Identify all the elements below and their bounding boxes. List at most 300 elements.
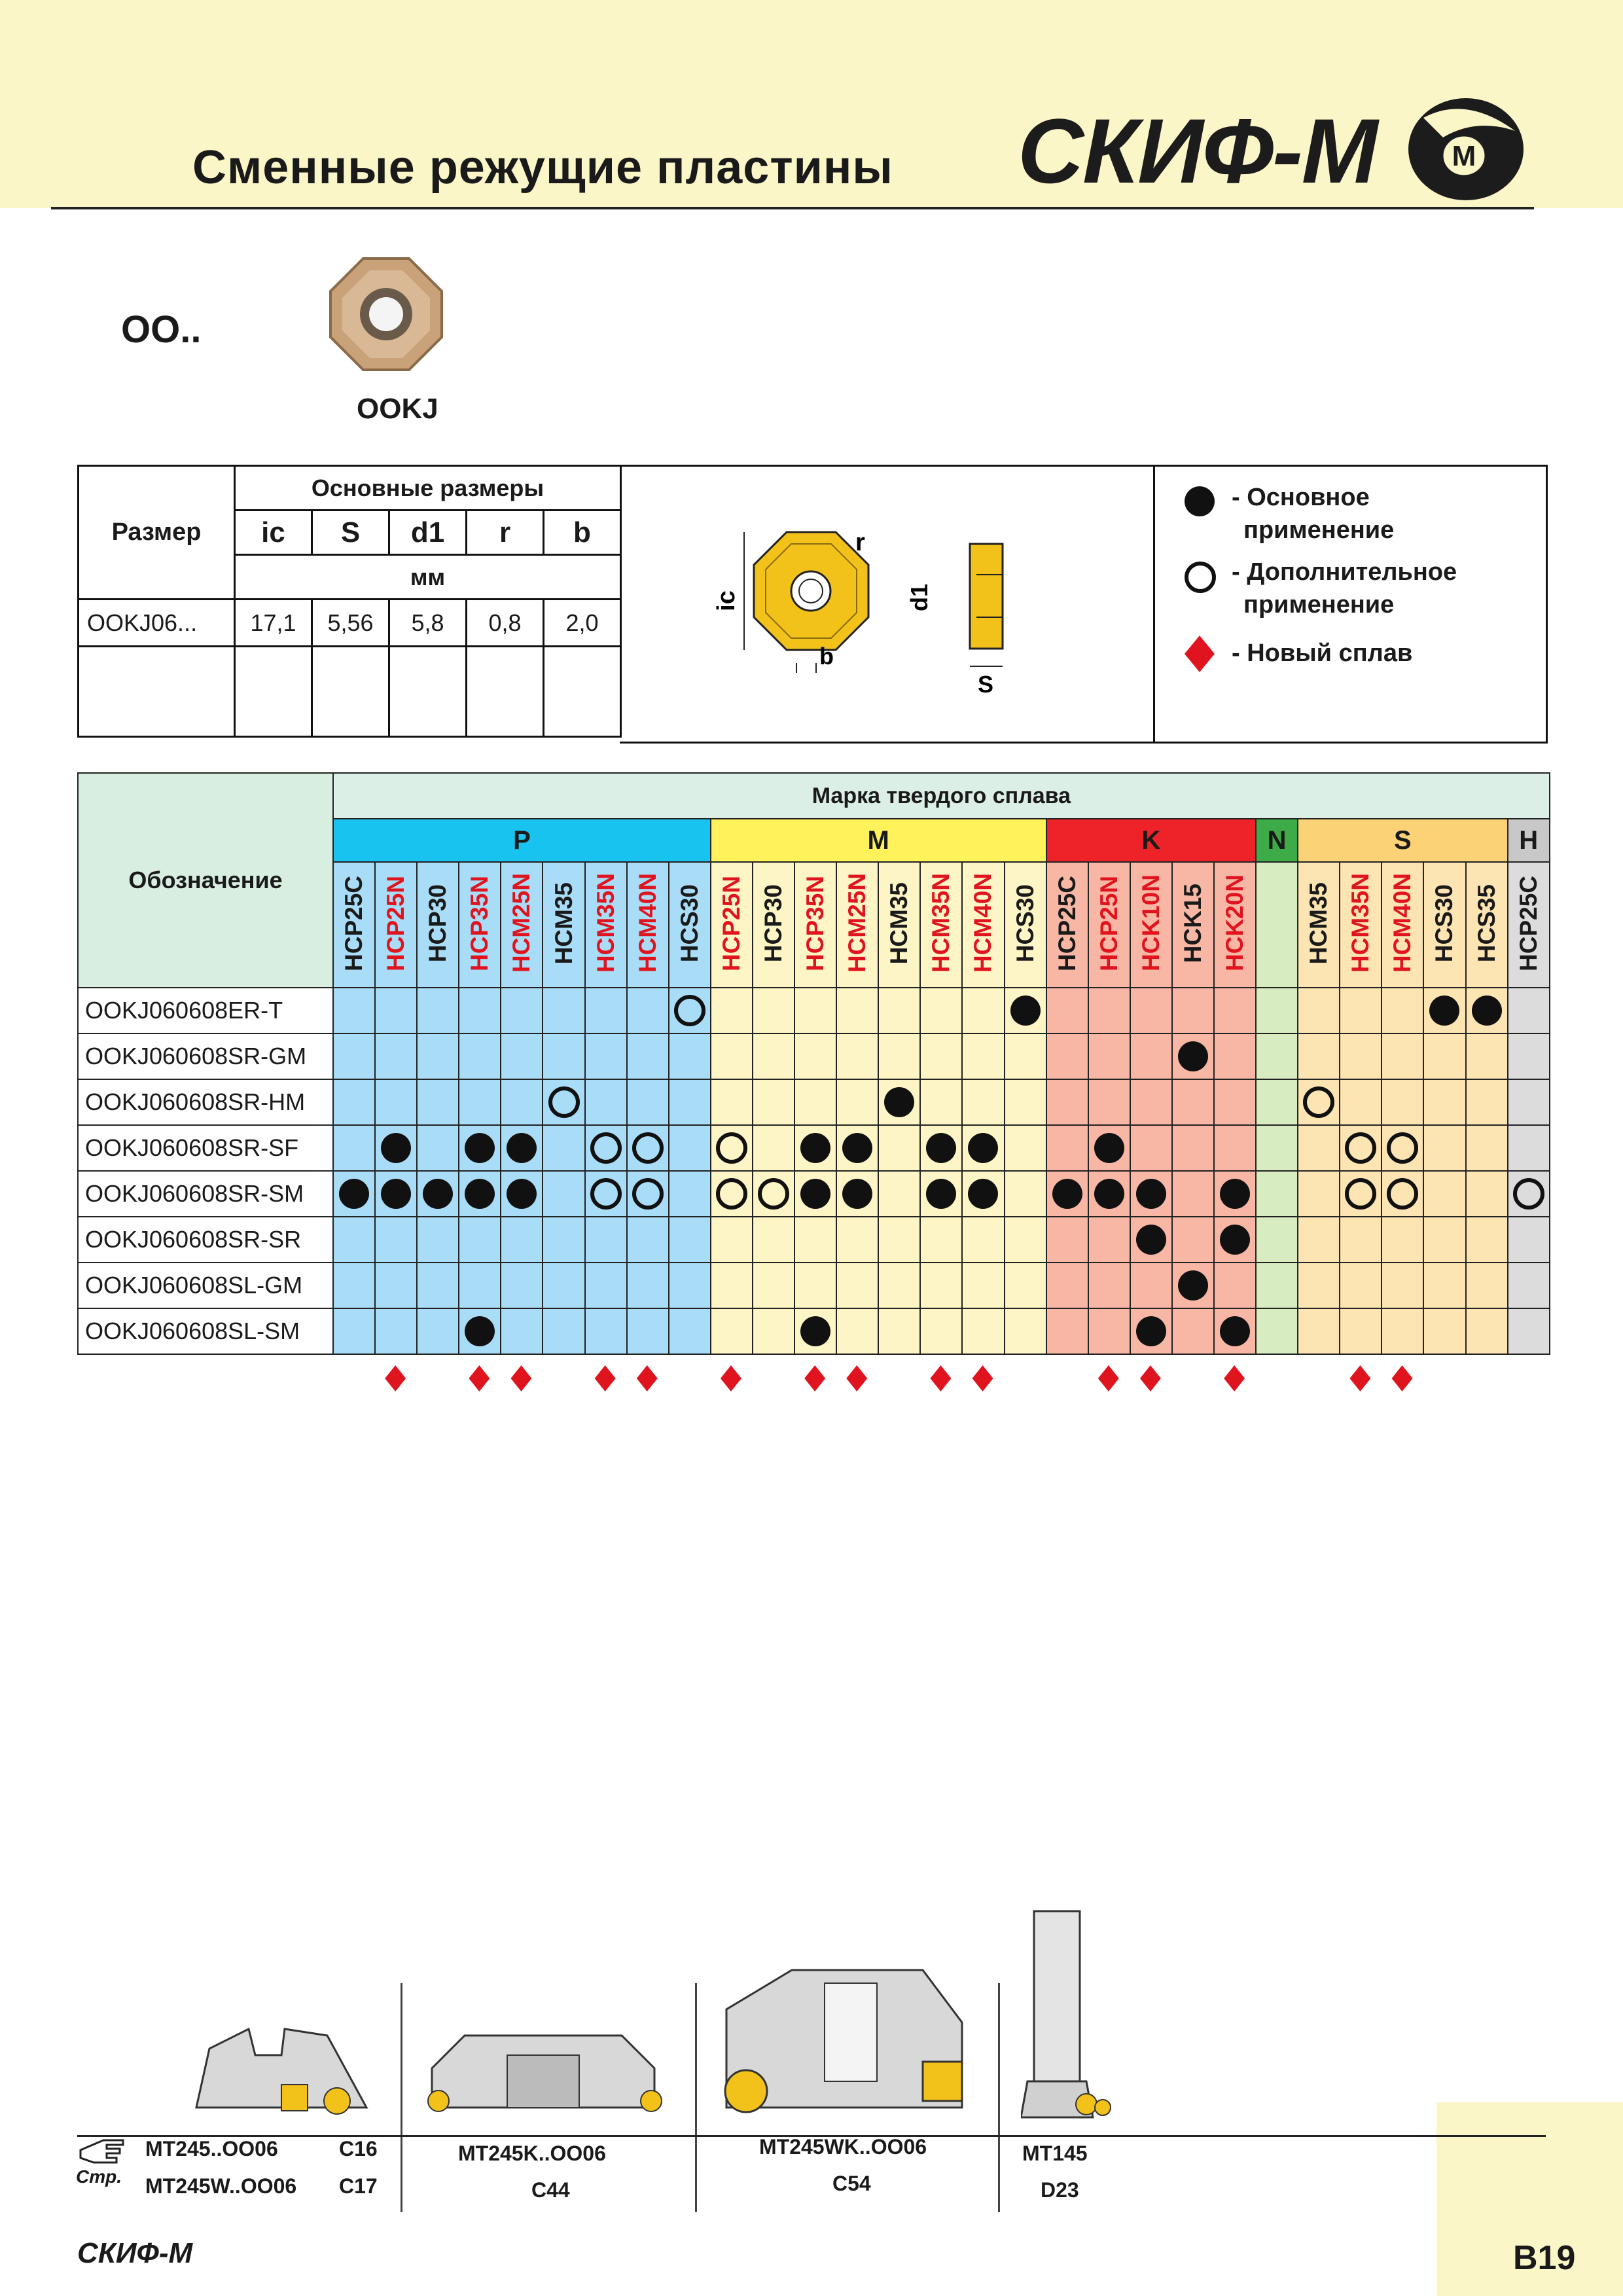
- grade-cell: [459, 1308, 501, 1354]
- grade-cell: [962, 1308, 1004, 1354]
- grade-cell: [543, 1263, 584, 1308]
- grade-cell: [920, 1308, 962, 1354]
- grade-cell: [1382, 1079, 1423, 1125]
- tool-mt245k-icon: [419, 2016, 668, 2124]
- grade-cell: [333, 1308, 375, 1354]
- new-grade-markers: [77, 1360, 1546, 1399]
- grade-cell: [585, 1125, 627, 1171]
- grade-column-header: [1382, 862, 1423, 988]
- grade-cell: [753, 1033, 794, 1079]
- tool-page-ref[interactable]: D23: [1041, 2178, 1079, 2202]
- grade-column-header: [1256, 862, 1298, 988]
- grade-column-header: [794, 862, 836, 988]
- grade-cell: [459, 1171, 501, 1217]
- grade-cell: [1298, 1079, 1340, 1125]
- grade-column-header: [1130, 862, 1172, 988]
- secondary-ring-icon: [1345, 1132, 1376, 1164]
- grade-cell: [501, 1217, 543, 1263]
- grade-cell: [920, 1217, 962, 1263]
- grade-cell: [333, 1079, 375, 1125]
- secondary-ring-icon: [590, 1178, 622, 1210]
- grade-cell: [459, 1079, 501, 1125]
- dim-value: 5,8: [389, 600, 467, 647]
- table-row: [78, 1171, 1550, 1217]
- grade-cell: [1046, 1308, 1088, 1354]
- grade-cell: [1214, 1217, 1256, 1263]
- grade-column-header: [753, 862, 794, 988]
- grade-column-header: [1340, 862, 1382, 988]
- grade-cell: [375, 1079, 417, 1125]
- grade-cell: [1130, 1033, 1172, 1079]
- grade-cell: [585, 1217, 627, 1263]
- tool-page-ref[interactable]: C17: [339, 2174, 378, 2198]
- primary-dot-icon: [507, 1133, 537, 1163]
- grade-cell: [711, 988, 753, 1033]
- grade-name: HCM25N: [508, 873, 535, 973]
- grade-column-header: [1046, 862, 1088, 988]
- grade-cell: [1298, 1033, 1340, 1079]
- tool-page-ref[interactable]: C44: [531, 2178, 570, 2202]
- dim-value: 2,0: [544, 600, 621, 647]
- row-designation: OOKJ060608SR-SR: [78, 1217, 333, 1263]
- grade-cell: [1382, 1125, 1423, 1171]
- grade-cell: [585, 1171, 627, 1217]
- grade-cell: [753, 1217, 794, 1263]
- grade-cell: [794, 1217, 836, 1263]
- grade-cell: [585, 1308, 627, 1354]
- grade-cell: [794, 1308, 836, 1354]
- grade-column-header: [543, 862, 584, 988]
- tool-divider: [401, 1983, 402, 2212]
- grade-cell: [711, 1171, 753, 1217]
- grade-cell: [1130, 1263, 1172, 1308]
- tool-divider: [695, 1983, 697, 2212]
- svg-text:b: b: [819, 643, 834, 670]
- primary-dot-icon: [926, 1179, 956, 1209]
- footer-brand: СКИФ-М: [77, 2237, 193, 2269]
- primary-dot-icon: [968, 1133, 998, 1163]
- grade-cell: [753, 1079, 794, 1125]
- grade-cell: [1130, 1308, 1172, 1354]
- dim-empty: [389, 647, 467, 737]
- page-title: Сменные режущие пластины: [192, 141, 893, 194]
- grade-column-header: [1172, 862, 1214, 988]
- primary-dot-icon: [381, 1133, 411, 1163]
- size-header: Размер: [79, 466, 235, 600]
- grade-cell: [1214, 1263, 1256, 1308]
- tool-name: MT245W..OO06: [145, 2174, 297, 2198]
- dim-empty: [467, 647, 544, 737]
- grade-column-header: [1298, 862, 1340, 988]
- grade-cell: [1005, 1171, 1046, 1217]
- grade-cell: [627, 1263, 669, 1308]
- grade-cell: [920, 1033, 962, 1079]
- primary-dot-icon: [800, 1316, 830, 1346]
- primary-dot-icon: [968, 1179, 998, 1209]
- header-rule: [51, 207, 1534, 209]
- grade-cell: [836, 1263, 878, 1308]
- secondary-ring-icon: [632, 1178, 664, 1210]
- grade-cell: [1298, 1308, 1340, 1354]
- tool-mt245-icon: [170, 2009, 393, 2124]
- primary-dot-icon: [1094, 1179, 1124, 1209]
- grade-column-header: [459, 862, 501, 988]
- new-grade-diamond-icon: [1140, 1365, 1161, 1391]
- grade-column-header: [1466, 862, 1508, 988]
- grade-cell: [585, 988, 627, 1033]
- brand-logo: [1018, 92, 1541, 206]
- primary-dot-icon: [381, 1179, 411, 1209]
- secondary-ring-icon: [1387, 1132, 1418, 1164]
- grade-cell: [1423, 1217, 1465, 1263]
- grade-cell: [1130, 1125, 1172, 1171]
- grade-cell: [1214, 1171, 1256, 1217]
- tool-page-ref[interactable]: C16: [339, 2137, 378, 2161]
- grade-column-header: [878, 862, 920, 988]
- grade-name: HCK15: [1179, 883, 1206, 963]
- grade-cell: [1256, 1308, 1298, 1354]
- svg-text:r: r: [855, 529, 865, 556]
- grade-column-header: [627, 862, 669, 988]
- grade-cell: [1172, 1033, 1214, 1079]
- primary-dot-icon: [1185, 486, 1215, 516]
- tool-mt145-icon: [1021, 1908, 1126, 2124]
- grade-cell: [1340, 1171, 1382, 1217]
- grade-name: HCS35: [1472, 884, 1500, 963]
- grade-cell: [1046, 1033, 1088, 1079]
- grade-cell: [1046, 988, 1088, 1033]
- grade-column-header: [585, 862, 627, 988]
- grade-cell: [1005, 1263, 1046, 1308]
- grade-cell: [1466, 1217, 1508, 1263]
- grade-cell: [1466, 1171, 1508, 1217]
- primary-dot-icon: [1094, 1133, 1124, 1163]
- unit-label: мм: [235, 555, 621, 600]
- grade-cell: [375, 988, 417, 1033]
- group-header-s: S: [1298, 819, 1507, 862]
- dim-empty: [544, 647, 621, 737]
- grade-name: HCK20N: [1221, 874, 1249, 972]
- grade-cell: [836, 1079, 878, 1125]
- grade-column-header: [1088, 862, 1130, 988]
- tool-name: MT245..OO06: [145, 2137, 278, 2161]
- grade-cell: [1005, 1033, 1046, 1079]
- grade-cell: [1088, 1171, 1130, 1217]
- new-grade-diamond-icon: [595, 1365, 616, 1391]
- dim-col-r: r: [467, 511, 544, 555]
- grade-cell: [962, 1079, 1004, 1125]
- grade-cell: [501, 1308, 543, 1354]
- legend-secondary-1: - Дополнительное: [1232, 558, 1457, 586]
- grade-cell: [1466, 1033, 1508, 1079]
- grade-cell: [1046, 1079, 1088, 1125]
- grade-cell: [1382, 1033, 1423, 1079]
- grade-cell: [501, 1171, 543, 1217]
- primary-dot-icon: [465, 1179, 495, 1209]
- grade-name: HCP25N: [382, 875, 410, 971]
- dim-col-s: S: [312, 511, 389, 555]
- grade-cell: [1423, 1079, 1465, 1125]
- grade-cell: [543, 988, 584, 1033]
- grade-cell: [543, 1079, 584, 1125]
- grade-cell: [962, 1033, 1004, 1079]
- row-designation: OOKJ060608SR-HM: [78, 1079, 333, 1125]
- designation-header: Обозначение: [78, 773, 333, 988]
- grade-cell: [417, 988, 459, 1033]
- primary-dot-icon: [800, 1179, 830, 1209]
- grade-cell: [836, 1033, 878, 1079]
- primary-dot-icon: [423, 1179, 453, 1209]
- grade-cell: [1508, 1217, 1550, 1263]
- row-designation: OOKJ060608ER-T: [78, 988, 333, 1033]
- tool-page-ref[interactable]: C54: [832, 2172, 871, 2195]
- new-grade-diamond-icon: [721, 1365, 741, 1391]
- grade-cell: [669, 988, 711, 1033]
- primary-dot-icon: [1178, 1270, 1208, 1300]
- grade-cell: [1298, 1217, 1340, 1263]
- grade-cell: [1256, 1079, 1298, 1125]
- group-header-m: M: [711, 819, 1046, 862]
- grade-cell: [1466, 1079, 1508, 1125]
- grade-name: HCM40N: [969, 873, 997, 973]
- grade-cell: [543, 1308, 584, 1354]
- grade-name: HCK10N: [1137, 874, 1164, 972]
- grade-cell: [417, 1033, 459, 1079]
- row-designation: OOKJ060608SR-SF: [78, 1125, 333, 1171]
- grade-cell: [1508, 1079, 1550, 1125]
- new-grade-diamond-icon: [1349, 1365, 1370, 1391]
- tool-name: MT245WK..OO06: [759, 2135, 927, 2159]
- grade-cell: [1340, 1263, 1382, 1308]
- grade-cell: [1005, 988, 1046, 1033]
- secondary-ring-icon: [1345, 1178, 1376, 1210]
- secondary-ring-icon: [716, 1132, 747, 1164]
- secondary-ring-icon: [758, 1178, 789, 1210]
- grade-cell: [753, 988, 794, 1033]
- grade-cell: [711, 1125, 753, 1171]
- grade-cell: [669, 1171, 711, 1217]
- grade-cell: [375, 1033, 417, 1079]
- dimensions-table: [77, 465, 622, 738]
- grade-name: HCS30: [1011, 884, 1039, 963]
- grade-cell: [711, 1308, 753, 1354]
- grade-cell: [753, 1125, 794, 1171]
- grade-cell: [1340, 1125, 1382, 1171]
- grade-cell: [1005, 1308, 1046, 1354]
- grade-cell: [1172, 1171, 1214, 1217]
- svg-text:S: S: [978, 671, 994, 698]
- dim-col-ic: ic: [235, 511, 312, 555]
- grade-name: HCP35N: [802, 875, 829, 971]
- grade-cell: [627, 1217, 669, 1263]
- row-designation: OOKJ060608SL-GM: [78, 1263, 333, 1308]
- grade-cell: [1046, 1217, 1088, 1263]
- dim-col-d1: d1: [389, 511, 467, 555]
- dim-value: 17,1: [235, 600, 312, 647]
- new-grade-diamond-icon: [804, 1365, 825, 1391]
- table-row: [78, 1033, 1550, 1079]
- grade-column-header: [920, 862, 962, 988]
- grade-cell: [962, 1263, 1004, 1308]
- grade-cell: [1046, 1171, 1088, 1217]
- grade-cell: [1340, 1079, 1382, 1125]
- grade-column-header: [417, 862, 459, 988]
- grade-cell: [1005, 1079, 1046, 1125]
- grade-cell: [1508, 1171, 1550, 1217]
- grade-cell: [836, 1171, 878, 1217]
- grade-cell: [669, 1308, 711, 1354]
- primary-dot-icon: [884, 1087, 914, 1117]
- grade-cell: [878, 1125, 920, 1171]
- grade-cell: [962, 1125, 1004, 1171]
- logo-emblem-icon: [1404, 92, 1528, 203]
- grade-cell: [333, 988, 375, 1033]
- row-designation: OOKJ060608SL-SM: [78, 1308, 333, 1354]
- grade-column-header: [333, 862, 375, 988]
- main-dims-header: Основные размеры: [235, 466, 621, 511]
- grade-cell: [794, 1079, 836, 1125]
- grade-cell: [962, 1171, 1004, 1217]
- grade-name: HCS30: [1431, 884, 1458, 963]
- new-grade-diamond-icon: [1224, 1365, 1245, 1391]
- grade-cell: [627, 1125, 669, 1171]
- grade-cell: [711, 1263, 753, 1308]
- grade-column-header: [1508, 862, 1550, 988]
- grade-cell: [1256, 1125, 1298, 1171]
- grade-cell: [753, 1171, 794, 1217]
- grade-cell: [1172, 1125, 1214, 1171]
- grade-cell: [1423, 1125, 1465, 1171]
- grade-cell: [333, 1033, 375, 1079]
- grade-cell: [627, 1033, 669, 1079]
- svg-text:ic: ic: [713, 590, 740, 611]
- primary-dot-icon: [339, 1179, 369, 1209]
- grade-cell: [627, 1171, 669, 1217]
- grade-cell: [375, 1308, 417, 1354]
- dim-row-name: OOKJ06...: [79, 600, 235, 647]
- secondary-ring-icon: [632, 1132, 664, 1164]
- insert-photo-icon: [324, 252, 448, 376]
- grade-cell: [878, 1217, 920, 1263]
- grade-cell: [1466, 1263, 1508, 1308]
- new-grade-diamond-icon: [510, 1365, 531, 1391]
- grade-cell: [1382, 1308, 1423, 1354]
- grade-name: HCM35N: [592, 873, 619, 973]
- grade-cell: [669, 1079, 711, 1125]
- grade-name: HCM35: [550, 882, 577, 965]
- grade-cell: [1214, 1079, 1256, 1125]
- grade-cell: [1088, 1308, 1130, 1354]
- grade-cell: [1005, 1125, 1046, 1171]
- grade-cell: [1256, 1263, 1298, 1308]
- secondary-ring-icon: [1387, 1178, 1418, 1210]
- grade-cell: [459, 988, 501, 1033]
- grade-cell: [501, 1263, 543, 1308]
- grade-cell: [333, 1171, 375, 1217]
- grade-cell: [585, 1033, 627, 1079]
- grade-cell: [375, 1125, 417, 1171]
- new-grade-diamond-icon: [972, 1365, 993, 1391]
- grade-cell: [1172, 988, 1214, 1033]
- grade-cell: [1508, 1263, 1550, 1308]
- grade-cell: [627, 1079, 669, 1125]
- grade-cell: [459, 1263, 501, 1308]
- new-grade-diamond-icon: [637, 1365, 658, 1391]
- grade-cell: [1130, 988, 1172, 1033]
- new-grade-diamond-icon: [469, 1365, 490, 1391]
- new-grade-diamond-icon: [1098, 1365, 1119, 1391]
- grade-column-header: [1423, 862, 1465, 988]
- group-header-h: H: [1508, 819, 1550, 862]
- primary-dot-icon: [842, 1179, 872, 1209]
- dim-empty: [312, 647, 389, 737]
- grade-cell: [1256, 1171, 1298, 1217]
- row-designation: OOKJ060608SR-GM: [78, 1033, 333, 1079]
- primary-dot-icon: [1220, 1179, 1250, 1209]
- insert-caption: OOKJ: [357, 393, 438, 425]
- new-grade-diamond-icon: [385, 1365, 406, 1391]
- grade-cell: [669, 1033, 711, 1079]
- grade-cell: [878, 1308, 920, 1354]
- legend-secondary-2: применение: [1243, 591, 1395, 619]
- grade-cell: [1088, 988, 1130, 1033]
- grade-cell: [585, 1263, 627, 1308]
- grade-cell: [1340, 1217, 1382, 1263]
- grade-header: Марка твердого сплава: [333, 773, 1550, 819]
- grade-cell: [669, 1217, 711, 1263]
- tool-mt245wk-icon: [713, 1957, 975, 2124]
- insert-drawing-icon: [620, 467, 1153, 742]
- table-row: [78, 1079, 1550, 1125]
- grade-column-header: [962, 862, 1004, 988]
- grade-cell: [1214, 988, 1256, 1033]
- new-grade-diamond-icon: [846, 1365, 867, 1391]
- grade-name: HCP35N: [466, 875, 493, 971]
- grade-cell: [1088, 1217, 1130, 1263]
- grade-cell: [333, 1263, 375, 1308]
- grade-cell: [1382, 1217, 1423, 1263]
- grade-cell: [1256, 988, 1298, 1033]
- primary-dot-icon: [1220, 1316, 1250, 1346]
- grade-cell: [1046, 1263, 1088, 1308]
- grade-cell: [459, 1033, 501, 1079]
- grade-cell: [836, 1217, 878, 1263]
- grade-name: HCP25C: [1053, 875, 1080, 971]
- series-title: OO..: [121, 308, 202, 351]
- grade-cell: [627, 988, 669, 1033]
- secondary-ring-icon: [548, 1086, 580, 1118]
- new-grade-diamond-icon: [930, 1365, 951, 1391]
- grade-cell: [1088, 1079, 1130, 1125]
- table-row: [78, 1217, 1550, 1263]
- grade-cell: [753, 1308, 794, 1354]
- table-row: [78, 1308, 1550, 1354]
- dim-empty: [235, 647, 312, 737]
- grade-cell: [920, 1263, 962, 1308]
- primary-dot-icon: [926, 1133, 956, 1163]
- grade-cell: [1382, 1263, 1423, 1308]
- grade-cell: [1172, 1308, 1214, 1354]
- grade-cell: [501, 988, 543, 1033]
- primary-dot-icon: [1136, 1179, 1166, 1209]
- group-header-n: N: [1256, 819, 1298, 862]
- secondary-ring-icon: [590, 1132, 622, 1164]
- page-number: B19: [1513, 2239, 1576, 2277]
- page-ref-label: Стр.: [76, 2166, 122, 2187]
- grade-cell: [375, 1171, 417, 1217]
- grade-cell: [1340, 1308, 1382, 1354]
- grade-cell: [417, 1079, 459, 1125]
